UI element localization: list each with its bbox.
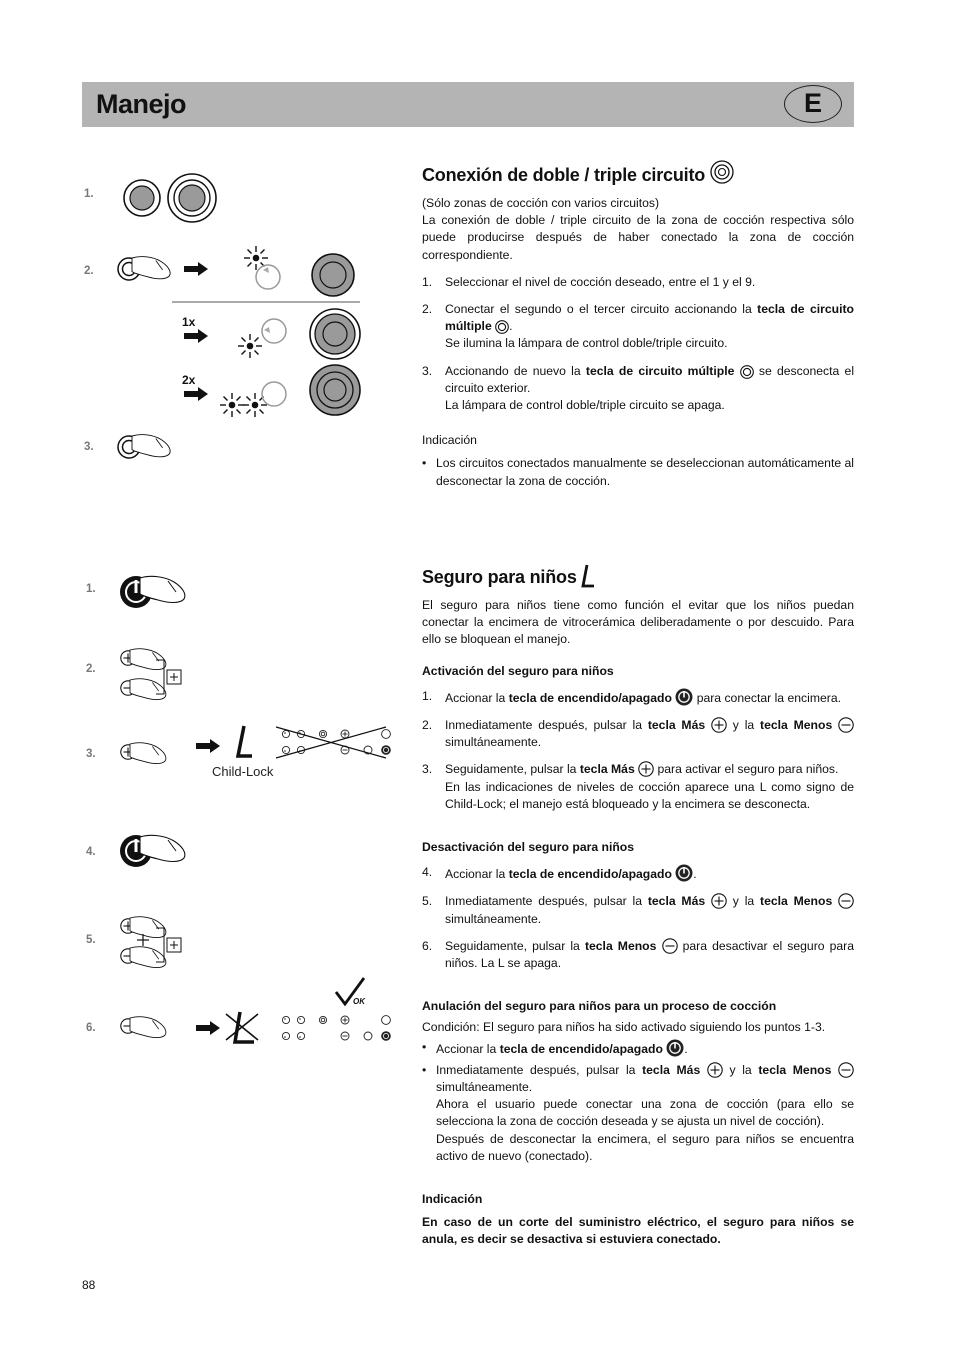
- fig2-step-label-5: 5.: [86, 934, 96, 946]
- note-text: (Sólo zonas de cocción con varios circuitos): [422, 196, 660, 210]
- plus-icon: [711, 893, 727, 909]
- fig2-step-label-6: 6.: [86, 1022, 96, 1034]
- plus-icon: [707, 1062, 723, 1078]
- l-display-off-icon: [226, 1012, 258, 1042]
- fig2-step-label-2: 2.: [86, 663, 96, 675]
- step: 1. Accionar la tecla de encendido/apagado para conectar la encimera.: [422, 688, 841, 705]
- control-panel-icon: [282, 1016, 390, 1041]
- section-title: Conexión de doble / triple circuito: [422, 160, 854, 187]
- indication-label: Indicación: [422, 1192, 483, 1207]
- override-title: Anulación del seguro para niños para un proceso de cocción: [422, 999, 777, 1014]
- activation-title: Activación del seguro para niños: [422, 663, 614, 678]
- power-icon: [675, 688, 693, 706]
- fig1-step-label-2: 2.: [84, 265, 94, 277]
- step: 4. Accionar la tecla de encendido/apagado .: [422, 865, 697, 882]
- power-key-press-icon: [120, 576, 185, 608]
- page-title: Manejo: [96, 89, 187, 119]
- indication-text: En caso de un corte del suministro eléctrico, el seguro para niños se anula, es decir se desactiva si estuviera conectado.: [422, 1215, 854, 1247]
- step: 2. Inmediatamente después, pulsar la tecla Más y la tecla Menos simultáneamente.: [422, 717, 854, 751]
- section-double-circuit: [422, 160, 854, 490]
- ok-label: OK: [353, 997, 365, 1006]
- indication-item: • Los circuitos conectados manualmente se deseleccionan automáticamente al desconectar la zona de cocción.: [422, 455, 854, 489]
- intro-text: El seguro para niños tiene como función el evitar que los niños puedan conectar la encimera de vitrocerámica deliberadamente o por descuido. Para ello se bloquean el manejo.: [422, 598, 854, 647]
- plus-icon: [711, 717, 727, 733]
- indication-label: Indicación: [422, 433, 477, 448]
- step: 1. Seleccionar el nivel de cocción deseado, entre el 1 y el 9.: [422, 274, 756, 289]
- section-child-lock: [422, 563, 854, 1249]
- minus-icon: [838, 893, 854, 909]
- arrow-icon: [196, 739, 220, 753]
- step: 3. Seguidamente, pulsar la tecla Más para activar el seguro para niños. En las indicaciones de niveles de cocción aparece una L como signo de Child-Lock; el manejo está bloqueado y la encimera se desconecta.: [422, 762, 854, 811]
- l-display-icon: [238, 726, 252, 756]
- fig1-step-label-3: 3.: [84, 441, 94, 453]
- multi-circuit-icon: [710, 160, 734, 184]
- cross-out-icon: [276, 727, 386, 758]
- override-condition: Condición: El seguro para niños ha sido activado siguiendo los puntos 1-3.: [422, 1020, 826, 1035]
- language-badge: E: [784, 85, 842, 123]
- override-item: • Accionar la tecla de encendido/apagado .: [422, 1039, 854, 1058]
- minus-icon: [662, 938, 678, 954]
- step: 3. Accionando de nuevo la tecla de circuito múltiple se desconecta el circuito exterior. La lámpara de control doble/triple circuito se apaga.: [422, 363, 855, 413]
- plus-key-press-icon: [121, 743, 166, 764]
- ok-check-icon: [336, 978, 364, 1004]
- power-icon: [666, 1039, 684, 1057]
- child-lock-l-icon: [581, 563, 595, 589]
- plus-minus-press-icon: [121, 649, 181, 700]
- step: 6. Seguidamente, pulsar la tecla Menos para desactivar el seguro para niños. La L se apaga.: [422, 938, 855, 971]
- deactivation-title: Desactivación del seguro para niños: [422, 840, 634, 855]
- child-lock-illustration: [0, 0, 420, 1080]
- child-lock-label: Child-Lock: [212, 764, 274, 779]
- fig2-step-label-3: 3.: [86, 748, 96, 760]
- power-key-press-icon: [120, 835, 185, 867]
- fig2-step-label-1: 1.: [86, 583, 96, 595]
- fig1-press-twice-label: 2x: [182, 373, 196, 387]
- minus-icon: [838, 717, 854, 733]
- plus-icon: [638, 761, 654, 777]
- page-number: 88: [82, 1278, 96, 1292]
- fig1-step-label-1: 1.: [84, 188, 94, 200]
- minus-key-press-icon: [121, 1017, 166, 1038]
- step: 5. Inmediatamente después, pulsar la tecla Más y la tecla Menos simultáneamente.: [422, 893, 854, 927]
- step: 2. Conectar el segundo o el tercer circuito accionando la tecla de circuito múltiple . Se ilumina la lámpara de control doble/triple circuito.: [422, 302, 854, 351]
- fig1-press-once-label: 1x: [182, 315, 196, 329]
- multi-circuit-icon: [740, 365, 754, 379]
- plus-minus-press-icon: [121, 917, 181, 968]
- arrow-icon: [196, 1021, 220, 1035]
- power-icon: [675, 864, 693, 882]
- section-title: Seguro para niños: [422, 563, 854, 589]
- multi-circuit-icon: [495, 320, 509, 334]
- fig2-step-label-4: 4.: [86, 846, 96, 858]
- override-item: • Inmediatamente después, pulsar la tecla Más y la tecla Menos simultáneamente. Ahora el usuario puede conectar una zona de cocción (para ello se selecciona la zona de cocción deseada y se ajusta un nivel de cocción). Después de desconectar la encimera, el seguro para niños se encuentra activo de nuevo (conectado).: [422, 1062, 854, 1165]
- minus-icon: [838, 1062, 854, 1078]
- intro-text: La conexión de doble / triple circuito de la zona de cocción respectiva sólo puede producirse después de haber conectado la zona de cocción correspondiente.: [422, 213, 854, 262]
